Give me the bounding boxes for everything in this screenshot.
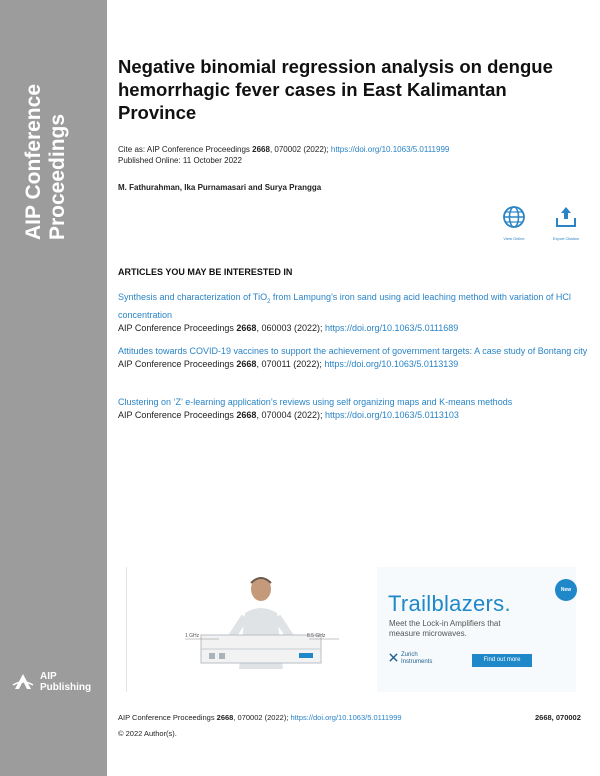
footer-citation: AIP Conference Proceedings 2668, 070002 (2022); https://doi.org/10.1063/5.0111999 (118, 713, 402, 722)
related-article-title[interactable]: Attitudes towards COVID-19 vaccines to support the achievement of government targets: A case study of Bontang city (118, 346, 588, 356)
related-article-doi[interactable]: https://doi.org/10.1063/5.0111689 (325, 322, 459, 333)
related-article-doi[interactable]: https://doi.org/10.1063/5.0113139 (324, 359, 459, 369)
related-article-title[interactable]: Clustering on ‘Z’ e-learning application’s reviews using self organizing maps and K-means methods (118, 397, 513, 407)
related-article (118, 396, 588, 422)
view-online-label: View Online (503, 236, 525, 241)
cite-line (118, 144, 449, 155)
footer-page-number: 2668, 070002 (535, 713, 581, 722)
authors: M. Fathurahman, Ika Purnamasari and Surya Prangga (118, 183, 322, 192)
logo-text-publishing: Publishing (40, 682, 92, 693)
citation-block (118, 144, 449, 166)
globe-icon (502, 205, 526, 229)
view-online-button[interactable] (496, 205, 532, 241)
related-article-doi[interactable]: https://doi.org/10.1063/5.0113103 (325, 410, 459, 420)
journal-title-line1: AIP Conference (22, 84, 45, 240)
ad-subtitle: Meet the Lock-in Amplifiers that measure microwaves. (389, 619, 501, 638)
copyright: © 2022 Author(s). (118, 729, 177, 738)
related-article (118, 291, 588, 335)
sidebar (0, 0, 107, 776)
cite-prefix: Cite as: AIP Conference Proceedings (118, 145, 253, 154)
ad-new-badge: New (555, 579, 577, 601)
device-label-1ghz: 1 GHz (185, 633, 200, 639)
zurich-instruments-logo-icon (389, 653, 398, 662)
related-article-title[interactable]: Synthesis and characterization of TiO$_2$ from Lampung’s iron sand using acid leaching method with variation of HCl concentration (118, 292, 571, 320)
related-articles-heading: ARTICLES YOU MAY BE INTERESTED IN (118, 267, 293, 277)
cite-suffix: , 070002 (2022); (269, 145, 331, 154)
aip-logo-icon (12, 673, 34, 691)
related-article-citation: AIP Conference Proceedings 2668, 070004 (2022); https://doi.org/10.1063/5.0113103 (118, 410, 459, 420)
published-date: Published Online: 11 October 2022 (118, 156, 242, 165)
journal-title-line2: Proceedings (46, 113, 69, 240)
cite-volume: 2668 (252, 145, 270, 154)
export-icon (554, 205, 578, 229)
ad-headline: Trailblazers. (388, 591, 511, 616)
ad-find-out-more-button[interactable]: Find out more (472, 654, 532, 667)
export-citation-label: Export Citation (552, 236, 580, 241)
ad-brand: Zurich Instruments (389, 652, 432, 666)
related-article-citation: AIP Conference Proceedings 2668, 060003 (2022); https://doi.org/10.1063/5.0111689 (118, 322, 459, 333)
ad-person-with-device-image (179, 569, 369, 669)
advertisement-banner[interactable] (126, 567, 575, 692)
logo-text-aip: AIP (40, 671, 57, 682)
footer-doi-link[interactable]: https://doi.org/10.1063/5.0111999 (290, 713, 402, 722)
related-article (118, 345, 588, 371)
journal-title (22, 84, 70, 240)
doi-link[interactable]: https://doi.org/10.1063/5.0111999 (330, 145, 450, 154)
device-label-85ghz: 8.5 GHz (307, 633, 326, 639)
related-article-citation: AIP Conference Proceedings 2668, 070011 (2022); https://doi.org/10.1063/5.0113139 (118, 359, 459, 369)
export-citation-button[interactable] (548, 205, 584, 241)
paper-title: Negative binomial regression analysis on dengue hemorrhagic fever cases in East Kalimantan Province (118, 56, 553, 123)
